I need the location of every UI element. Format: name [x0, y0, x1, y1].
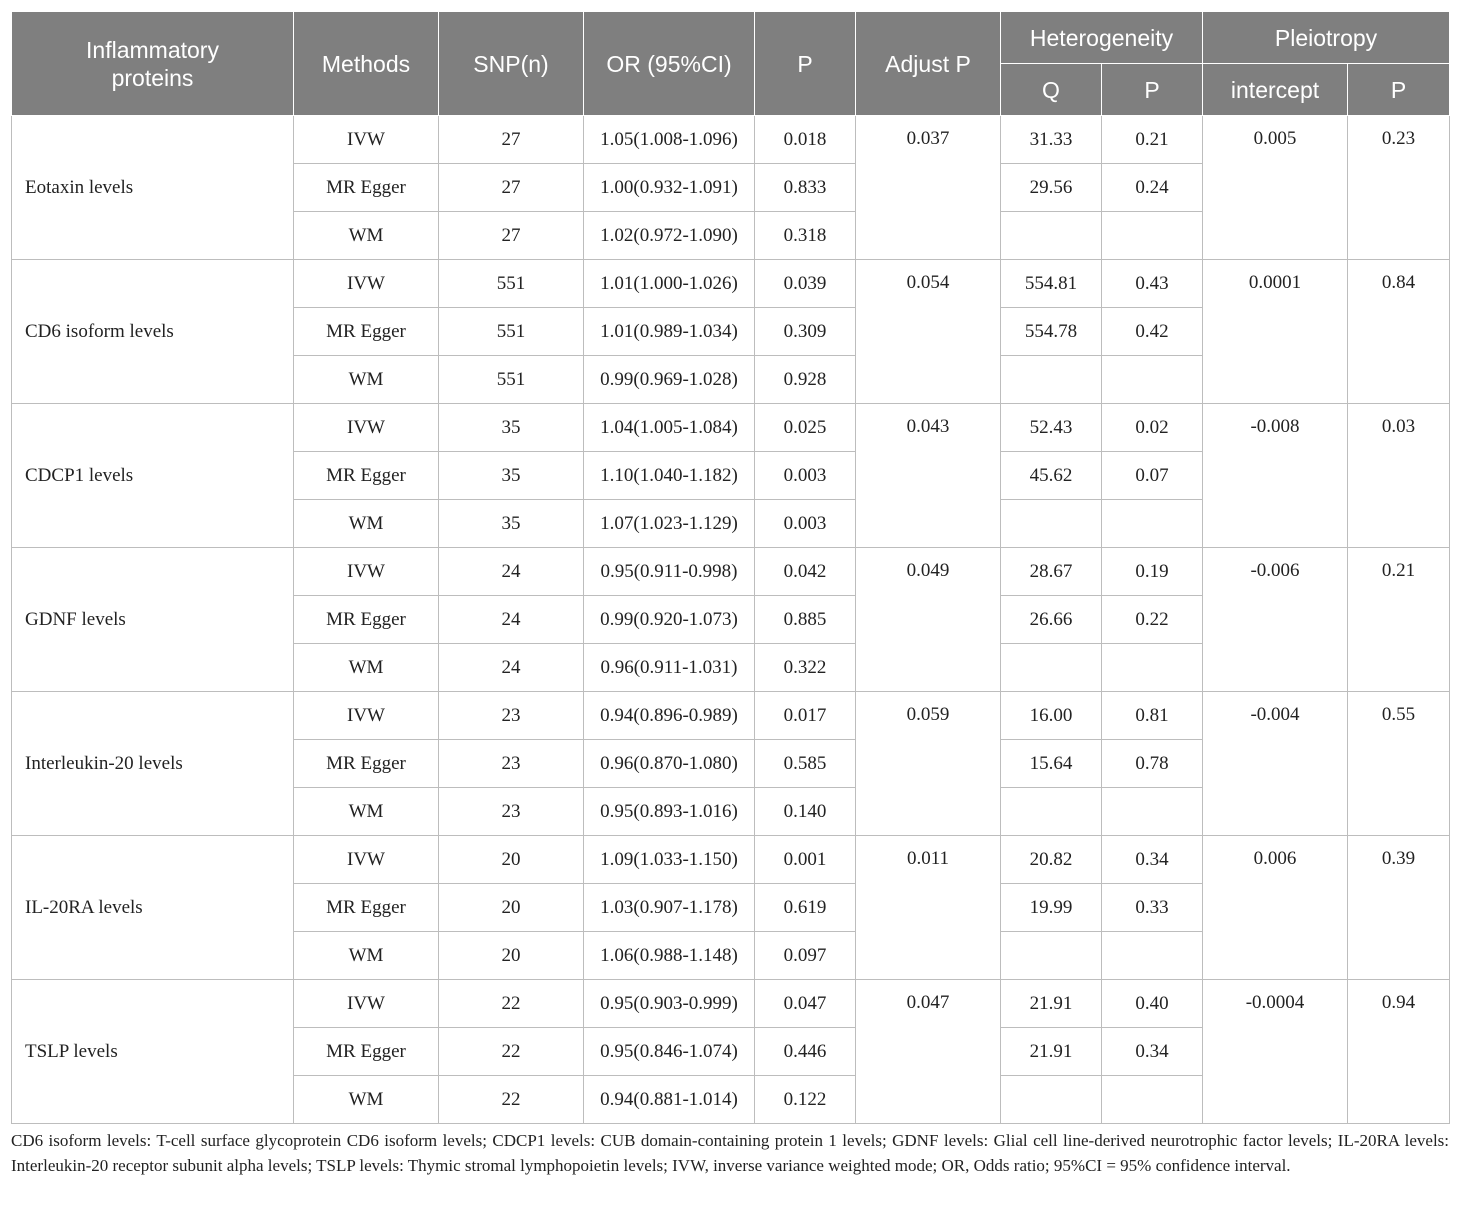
- mr-results-table: [11, 11, 1450, 1124]
- p-value-cell: 0.042: [755, 548, 856, 596]
- p-value-cell: 0.585: [755, 740, 856, 788]
- heterogeneity-p-cell: [1102, 356, 1203, 404]
- p-value-cell: 0.047: [755, 980, 856, 1028]
- table-row: [12, 980, 1450, 1028]
- table-row: [12, 260, 1450, 308]
- protein-name-cell: Eotaxin levels: [12, 116, 294, 260]
- header-het-p: P: [1102, 64, 1203, 116]
- p-value-cell: 0.018: [755, 116, 856, 164]
- heterogeneity-p-cell: 0.81: [1102, 692, 1203, 740]
- method-cell: IVW: [294, 692, 439, 740]
- snp-count-cell: 551: [439, 356, 584, 404]
- heterogeneity-p-cell: 0.07: [1102, 452, 1203, 500]
- snp-count-cell: 551: [439, 308, 584, 356]
- pleiotropy-p-cell: 0.39: [1348, 836, 1450, 980]
- heterogeneity-q-cell: 31.33: [1001, 116, 1102, 164]
- heterogeneity-p-cell: 0.33: [1102, 884, 1203, 932]
- table-row: [12, 404, 1450, 452]
- odds-ratio-cell: 0.96(0.870-1.080): [584, 740, 755, 788]
- p-value-cell: 0.122: [755, 1076, 856, 1124]
- odds-ratio-cell: 0.94(0.881-1.014): [584, 1076, 755, 1124]
- p-value-cell: 0.309: [755, 308, 856, 356]
- odds-ratio-cell: 0.96(0.911-1.031): [584, 644, 755, 692]
- heterogeneity-p-cell: 0.43: [1102, 260, 1203, 308]
- table-footnote: CD6 isoform levels: T-cell surface glycoprotein CD6 isoform levels; CDCP1 levels: CUB domain-containing protein 1 levels; GDNF levels: Glial cell line-derived neurotrophic factor levels; IL-20RA levels: Interleukin-20 receptor subunit alpha levels; TSLP levels: Thymic stromal lymphopoietin levels; IVW, inverse variance weighted mode; OR, Odds ratio; 95%CI = 95% confidence interval.: [11, 1131, 1449, 1175]
- p-value-cell: 0.003: [755, 500, 856, 548]
- odds-ratio-cell: 0.99(0.920-1.073): [584, 596, 755, 644]
- table-row: [12, 548, 1450, 596]
- heterogeneity-p-cell: [1102, 1076, 1203, 1124]
- table-row: [12, 116, 1450, 164]
- heterogeneity-q-cell: [1001, 932, 1102, 980]
- method-cell: WM: [294, 212, 439, 260]
- odds-ratio-cell: 1.10(1.040-1.182): [584, 452, 755, 500]
- pleiotropy-p-cell: 0.94: [1348, 980, 1450, 1124]
- snp-count-cell: 551: [439, 260, 584, 308]
- adjust-p-cell: 0.059: [856, 692, 1001, 836]
- heterogeneity-q-cell: 15.64: [1001, 740, 1102, 788]
- protein-name-cell: Interleukin-20 levels: [12, 692, 294, 836]
- adjust-p-cell: 0.047: [856, 980, 1001, 1124]
- method-cell: MR Egger: [294, 884, 439, 932]
- odds-ratio-cell: 1.04(1.005-1.084): [584, 404, 755, 452]
- snp-count-cell: 24: [439, 644, 584, 692]
- heterogeneity-q-cell: 16.00: [1001, 692, 1102, 740]
- method-cell: WM: [294, 500, 439, 548]
- heterogeneity-p-cell: 0.78: [1102, 740, 1203, 788]
- adjust-p-cell: 0.011: [856, 836, 1001, 980]
- heterogeneity-p-cell: 0.22: [1102, 596, 1203, 644]
- p-value-cell: 0.446: [755, 1028, 856, 1076]
- table-header: [12, 12, 1450, 116]
- heterogeneity-q-cell: 45.62: [1001, 452, 1102, 500]
- snp-count-cell: 22: [439, 1076, 584, 1124]
- heterogeneity-p-cell: 0.34: [1102, 1028, 1203, 1076]
- heterogeneity-q-cell: [1001, 1076, 1102, 1124]
- p-value-cell: 0.025: [755, 404, 856, 452]
- heterogeneity-q-cell: 554.78: [1001, 308, 1102, 356]
- snp-count-cell: 23: [439, 692, 584, 740]
- header-pleiotropy: Pleiotropy: [1203, 12, 1450, 64]
- protein-name-cell: TSLP levels: [12, 980, 294, 1124]
- pleiotropy-intercept-cell: 0.0001: [1203, 260, 1348, 404]
- p-value-cell: 0.318: [755, 212, 856, 260]
- heterogeneity-q-cell: [1001, 644, 1102, 692]
- header-snp: SNP(n): [439, 12, 584, 116]
- p-value-cell: 0.097: [755, 932, 856, 980]
- pleiotropy-intercept-cell: -0.008: [1203, 404, 1348, 548]
- adjust-p-cell: 0.054: [856, 260, 1001, 404]
- snp-count-cell: 20: [439, 836, 584, 884]
- odds-ratio-cell: 1.02(0.972-1.090): [584, 212, 755, 260]
- protein-name-cell: IL-20RA levels: [12, 836, 294, 980]
- adjust-p-cell: 0.037: [856, 116, 1001, 260]
- heterogeneity-p-cell: 0.42: [1102, 308, 1203, 356]
- odds-ratio-cell: 1.03(0.907-1.178): [584, 884, 755, 932]
- heterogeneity-q-cell: 28.67: [1001, 548, 1102, 596]
- heterogeneity-q-cell: 554.81: [1001, 260, 1102, 308]
- p-value-cell: 0.001: [755, 836, 856, 884]
- odds-ratio-cell: 0.95(0.911-0.998): [584, 548, 755, 596]
- heterogeneity-p-cell: 0.34: [1102, 836, 1203, 884]
- snp-count-cell: 35: [439, 452, 584, 500]
- heterogeneity-q-cell: 21.91: [1001, 1028, 1102, 1076]
- method-cell: IVW: [294, 260, 439, 308]
- heterogeneity-q-cell: 19.99: [1001, 884, 1102, 932]
- method-cell: IVW: [294, 836, 439, 884]
- pleiotropy-p-cell: 0.23: [1348, 116, 1450, 260]
- p-value-cell: 0.039: [755, 260, 856, 308]
- method-cell: WM: [294, 1076, 439, 1124]
- p-value-cell: 0.619: [755, 884, 856, 932]
- odds-ratio-cell: 1.00(0.932-1.091): [584, 164, 755, 212]
- snp-count-cell: 27: [439, 116, 584, 164]
- method-cell: WM: [294, 356, 439, 404]
- heterogeneity-q-cell: 26.66: [1001, 596, 1102, 644]
- odds-ratio-cell: 1.06(0.988-1.148): [584, 932, 755, 980]
- heterogeneity-p-cell: [1102, 788, 1203, 836]
- method-cell: IVW: [294, 548, 439, 596]
- protein-name-cell: GDNF levels: [12, 548, 294, 692]
- snp-count-cell: 22: [439, 1028, 584, 1076]
- heterogeneity-p-cell: [1102, 644, 1203, 692]
- results-table-container: [11, 11, 1449, 1124]
- odds-ratio-cell: 1.09(1.033-1.150): [584, 836, 755, 884]
- p-value-cell: 0.833: [755, 164, 856, 212]
- p-value-cell: 0.928: [755, 356, 856, 404]
- pleiotropy-intercept-cell: 0.006: [1203, 836, 1348, 980]
- heterogeneity-p-cell: [1102, 212, 1203, 260]
- adjust-p-cell: 0.049: [856, 548, 1001, 692]
- p-value-cell: 0.885: [755, 596, 856, 644]
- method-cell: IVW: [294, 116, 439, 164]
- odds-ratio-cell: 0.94(0.896-0.989): [584, 692, 755, 740]
- pleiotropy-p-cell: 0.21: [1348, 548, 1450, 692]
- p-value-cell: 0.140: [755, 788, 856, 836]
- method-cell: IVW: [294, 980, 439, 1028]
- method-cell: MR Egger: [294, 164, 439, 212]
- method-cell: MR Egger: [294, 452, 439, 500]
- pleiotropy-intercept-cell: -0.006: [1203, 548, 1348, 692]
- heterogeneity-q-cell: [1001, 356, 1102, 404]
- pleiotropy-intercept-cell: 0.005: [1203, 116, 1348, 260]
- snp-count-cell: 27: [439, 212, 584, 260]
- snp-count-cell: 23: [439, 788, 584, 836]
- odds-ratio-cell: 1.01(0.989-1.034): [584, 308, 755, 356]
- heterogeneity-p-cell: 0.24: [1102, 164, 1203, 212]
- header-pleio-intercept: intercept: [1203, 64, 1348, 116]
- odds-ratio-cell: 1.01(1.000-1.026): [584, 260, 755, 308]
- method-cell: WM: [294, 932, 439, 980]
- heterogeneity-p-cell: 0.21: [1102, 116, 1203, 164]
- snp-count-cell: 35: [439, 404, 584, 452]
- snp-count-cell: 35: [439, 500, 584, 548]
- pleiotropy-p-cell: 0.03: [1348, 404, 1450, 548]
- snp-count-cell: 24: [439, 548, 584, 596]
- pleiotropy-intercept-cell: -0.0004: [1203, 980, 1348, 1124]
- heterogeneity-p-cell: 0.02: [1102, 404, 1203, 452]
- table-row: [12, 692, 1450, 740]
- header-p: P: [755, 12, 856, 116]
- table-row: [12, 836, 1450, 884]
- snp-count-cell: 27: [439, 164, 584, 212]
- p-value-cell: 0.003: [755, 452, 856, 500]
- snp-count-cell: 23: [439, 740, 584, 788]
- snp-count-cell: 24: [439, 596, 584, 644]
- snp-count-cell: 22: [439, 980, 584, 1028]
- method-cell: IVW: [294, 404, 439, 452]
- header-heterogeneity: Heterogeneity: [1001, 12, 1203, 64]
- header-methods: Methods: [294, 12, 439, 116]
- heterogeneity-q-cell: 21.91: [1001, 980, 1102, 1028]
- pleiotropy-p-cell: 0.55: [1348, 692, 1450, 836]
- header-protein: Inflammatory proteins: [12, 12, 294, 116]
- header-or: OR (95%CI): [584, 12, 755, 116]
- pleiotropy-p-cell: 0.84: [1348, 260, 1450, 404]
- snp-count-cell: 20: [439, 884, 584, 932]
- adjust-p-cell: 0.043: [856, 404, 1001, 548]
- snp-count-cell: 20: [439, 932, 584, 980]
- table-body: [12, 116, 1450, 1124]
- p-value-cell: 0.017: [755, 692, 856, 740]
- pleiotropy-intercept-cell: -0.004: [1203, 692, 1348, 836]
- heterogeneity-q-cell: [1001, 500, 1102, 548]
- protein-name-cell: CDCP1 levels: [12, 404, 294, 548]
- heterogeneity-p-cell: [1102, 932, 1203, 980]
- odds-ratio-cell: 1.05(1.008-1.096): [584, 116, 755, 164]
- heterogeneity-p-cell: 0.19: [1102, 548, 1203, 596]
- odds-ratio-cell: 0.95(0.903-0.999): [584, 980, 755, 1028]
- header-pleio-p: P: [1348, 64, 1450, 116]
- heterogeneity-q-cell: [1001, 788, 1102, 836]
- heterogeneity-q-cell: [1001, 212, 1102, 260]
- odds-ratio-cell: 1.07(1.023-1.129): [584, 500, 755, 548]
- odds-ratio-cell: 0.95(0.846-1.074): [584, 1028, 755, 1076]
- odds-ratio-cell: 0.99(0.969-1.028): [584, 356, 755, 404]
- heterogeneity-q-cell: 29.56: [1001, 164, 1102, 212]
- method-cell: WM: [294, 644, 439, 692]
- p-value-cell: 0.322: [755, 644, 856, 692]
- protein-name-cell: CD6 isoform levels: [12, 260, 294, 404]
- header-adjust-p: Adjust P: [856, 12, 1001, 116]
- header-het-q: Q: [1001, 64, 1102, 116]
- method-cell: MR Egger: [294, 740, 439, 788]
- heterogeneity-q-cell: 20.82: [1001, 836, 1102, 884]
- method-cell: MR Egger: [294, 308, 439, 356]
- method-cell: MR Egger: [294, 1028, 439, 1076]
- method-cell: MR Egger: [294, 596, 439, 644]
- odds-ratio-cell: 0.95(0.893-1.016): [584, 788, 755, 836]
- heterogeneity-p-cell: [1102, 500, 1203, 548]
- heterogeneity-q-cell: 52.43: [1001, 404, 1102, 452]
- method-cell: WM: [294, 788, 439, 836]
- heterogeneity-p-cell: 0.40: [1102, 980, 1203, 1028]
